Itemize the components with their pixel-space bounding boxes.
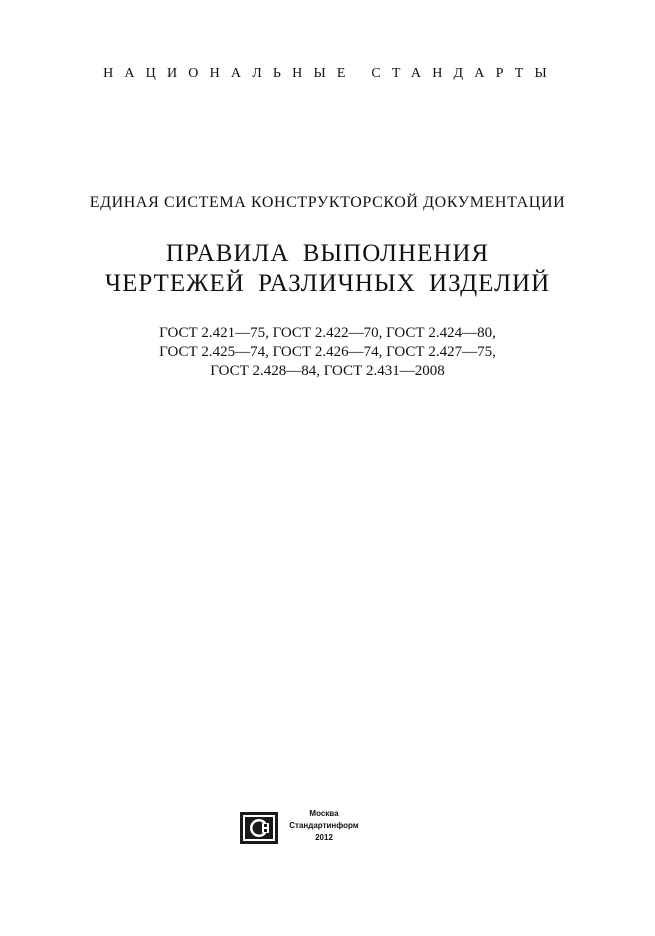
publisher-imprint: [240, 806, 360, 846]
imprint-publisher: Стандартинформ: [289, 821, 359, 830]
standards-list-line-2: ГОСТ 2.425—74, ГОСТ 2.426—74, ГОСТ 2.427—75,: [159, 344, 496, 360]
imprint-city: Москва: [309, 809, 339, 818]
imprint-year: 2012: [315, 833, 333, 842]
document-title-line-2: ЧЕРТЕЖЕЙ РАЗЛИЧНЫХ ИЗДЕЛИЙ: [104, 270, 551, 297]
standartinform-logo-icon: [240, 812, 278, 844]
imprint-text: [288, 808, 360, 844]
series-heading: НАЦИОНАЛЬНЫЕ СТАНДАРТЫ: [103, 66, 558, 81]
document-title-line-1: ПРАВИЛА ВЫПОЛНЕНИЯ: [165, 240, 490, 267]
standards-list-line-1: ГОСТ 2.421—75, ГОСТ 2.422—70, ГОСТ 2.424—80,: [159, 325, 496, 341]
standards-list-line-3: ГОСТ 2.428—84, ГОСТ 2.431—2008: [210, 363, 445, 379]
system-title: ЕДИНАЯ СИСТЕМА КОНСТРУКТОРСКОЙ ДОКУМЕНТАЦИИ: [89, 194, 566, 211]
